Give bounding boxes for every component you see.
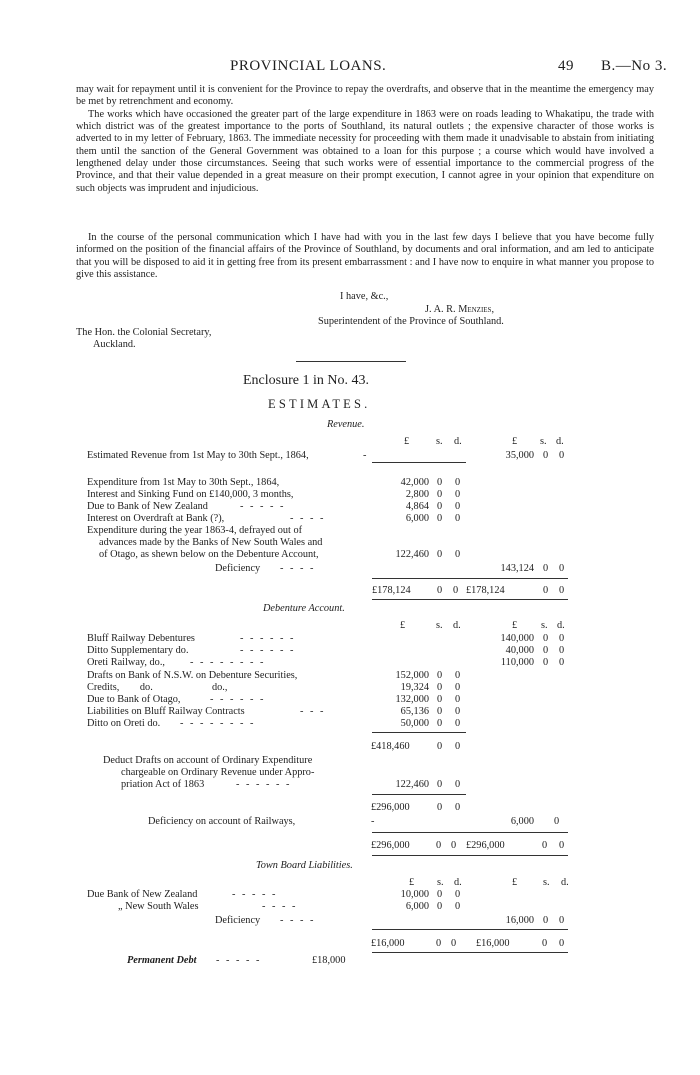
subtotal-amount: £418,460 (371, 741, 410, 752)
debenture-amount: 140,000 (500, 633, 534, 644)
signatory: J. A. R. Menzies, (425, 304, 495, 315)
revenue-label: Estimated Revenue from 1st May to 30th Sept., 1864, (87, 450, 309, 461)
draft-s: 0 (437, 706, 443, 717)
expenditure-multi-line-1: Expenditure during the year 1863-4, defrayed out of (87, 525, 303, 536)
expenditure-amount: 4,864 (405, 501, 429, 512)
net-s: 0 (437, 802, 443, 813)
leader: - - - - - (216, 955, 262, 966)
draft-label: Due to Bank of Otago, (87, 694, 181, 705)
col-s: s. (437, 877, 444, 888)
deficiency-s: 0 (543, 915, 549, 926)
deficiency-label: Deficiency (215, 563, 261, 574)
expenditure-amount: 122,460 (395, 549, 429, 560)
total-left-d: 0 (451, 938, 457, 949)
leader: - - - - - - (210, 694, 266, 705)
leader: - - - - - (232, 889, 278, 900)
divider (372, 855, 568, 856)
draft-s: 0 (437, 718, 443, 729)
expenditure-amount: 2,800 (405, 489, 429, 500)
divider (296, 361, 406, 362)
paragraph-2: The works which have occasioned the greater part of the large expenditure in 1863 were on roads leading to Whakatipu, the trade with which district was of the greatest importance to the ports of Southland, its natural outlets ; the expensive character of those works is adverted to in my letter of February, 1863. The immediate necessity for proceeding with them made it unadvisable to abstain from initiating them until the sanction of the General Government was obtained to a loan for this purpose ; a course which would have involved a lengthened delay under those circumstances. Seeing that such works were of essential importance to the commercial progress of the Province, and that their value depended in a great measure on their prompt execution, I cannot agree in your opinion that expenditure on such objects was imprudent and injudicious. (76, 108, 654, 194)
col-d: d. (454, 877, 462, 888)
col-d: d. (561, 877, 569, 888)
deduct-line-1: Deduct Drafts on account of Ordinary Expenditure (103, 755, 313, 766)
leader: - - - - (262, 901, 298, 912)
draft-s: 0 (437, 670, 443, 681)
total-left-s: 0 (436, 938, 442, 949)
leader: - (363, 450, 367, 461)
town-s: 0 (437, 901, 443, 912)
debenture-s: 0 (543, 633, 549, 644)
divider (372, 578, 568, 579)
total-right: £16,000 (476, 938, 510, 949)
expenditure-d: 0 (455, 477, 461, 488)
expenditure-s: 0 (437, 501, 443, 512)
town-label: „ New South Wales (118, 901, 199, 912)
railway-deficiency-s: 0 (554, 816, 560, 827)
total-left-s: 0 (436, 840, 442, 851)
page-number: 49 (558, 58, 574, 74)
town-amount: 6,000 (405, 901, 429, 912)
debenture-label: Ditto Supplementary do. (87, 645, 189, 656)
deficiency-amount: 143,124 (500, 563, 534, 574)
draft-label: Ditto on Oreti do. (87, 718, 161, 729)
debenture-amount: 110,000 (500, 657, 534, 668)
total-right: £296,000 (466, 840, 505, 851)
debenture-d: 0 (559, 657, 565, 668)
expenditure-multi-line-2: advances made by the Banks of New South Wales and (99, 537, 323, 548)
divider (372, 952, 568, 953)
total-right-d: 0 (559, 938, 565, 949)
net-d: 0 (455, 802, 461, 813)
deduct-amount: 122,460 (395, 779, 429, 790)
col-s: s. (541, 620, 548, 631)
debenture-amount: 40,000 (505, 645, 534, 656)
draft-amount: 132,000 (395, 694, 429, 705)
expenditure-label: Expenditure from 1st May to 30th Sept., 1864, (87, 477, 280, 488)
deduct-line-3: priation Act of 1863 (121, 779, 205, 790)
leader: - - - - - (240, 501, 286, 512)
revenue-heading: Revenue. (327, 419, 365, 430)
deduct-s: 0 (437, 779, 443, 790)
col-s: s. (436, 436, 443, 447)
debenture-d: 0 (559, 645, 565, 656)
net-amount: £296,000 (371, 802, 410, 813)
page-title: PROVINCIAL LOANS. (230, 58, 387, 74)
total-left: £296,000 (371, 840, 410, 851)
divider (372, 794, 466, 795)
total-left-s: 0 (437, 585, 443, 596)
divider (372, 462, 466, 463)
subtotal-d: 0 (455, 741, 461, 752)
leader: - - - (300, 706, 326, 717)
col-d: d. (557, 620, 565, 631)
total-right-s: 0 (542, 938, 548, 949)
draft-d: 0 (455, 706, 461, 717)
deduct-d: 0 (455, 779, 461, 790)
expenditure-s: 0 (437, 489, 443, 500)
total-left: £16,000 (371, 938, 405, 949)
total-left-d: 0 (451, 840, 457, 851)
town-d: 0 (455, 901, 461, 912)
draft-d: 0 (455, 718, 461, 729)
expenditure-label: Interest and Sinking Fund on £140,000, 3 months, (87, 489, 294, 500)
town-s: 0 (437, 889, 443, 900)
total-right-d: 0 (559, 840, 565, 851)
leader: - - - - - - - - (190, 657, 266, 668)
permanent-debt-amount: £18,000 (312, 955, 346, 966)
col-d: d. (453, 620, 461, 631)
expenditure-s: 0 (437, 513, 443, 524)
deficiency-label: Deficiency (215, 915, 261, 926)
col-pound: £ (404, 436, 410, 447)
paper-reference: B.—No 3. (601, 58, 668, 74)
paragraph-1: may wait for repayment until it is convenient for the Province to repay the overdrafts, and observe that in the meantime the emergency may be met by retrenchment and economy. (76, 84, 654, 108)
draft-amount: 152,000 (395, 670, 429, 681)
debenture-d: 0 (559, 633, 565, 644)
total-right-s: 0 (543, 585, 549, 596)
divider (372, 832, 568, 833)
total-right-d: 0 (559, 585, 565, 596)
estimates-heading: ESTIMATES. (268, 397, 371, 411)
debenture-s: 0 (543, 657, 549, 668)
addressee-place: Auckland. (93, 339, 136, 350)
leader: - - - - (280, 915, 316, 926)
signatory-title: Superintendent of the Province of Southland. (318, 316, 504, 327)
town-amount: 10,000 (400, 889, 429, 900)
col-s: s. (543, 877, 550, 888)
debenture-label: Oreti Railway, do., (87, 657, 165, 668)
debenture-label: Bluff Railway Debentures (87, 633, 195, 644)
col-d: d. (454, 436, 462, 447)
deficiency-d: 0 (559, 915, 565, 926)
expenditure-label: Interest on Overdraft at Bank (?), (87, 513, 225, 524)
leader: - - - - - - (236, 779, 292, 790)
expenditure-d: 0 (455, 513, 461, 524)
debenture-s: 0 (543, 645, 549, 656)
paragraph-3: In the course of the personal communication which I have had with you in the last few days I believe that you have become fully informed on the position of the financial affairs of the Province of Southland, by documents and oral information, and am led to anticipate that you will be disposed to aid it in getting free from its present embarrassment : and I have now to enquire in what manner you propose to give this assistance. (76, 232, 654, 281)
draft-d: 0 (455, 670, 461, 681)
leader: - - - - - - (240, 645, 296, 656)
permanent-debt-label: Permanent Debt (127, 955, 197, 966)
col-pound: £ (512, 877, 518, 888)
expenditure-d: 0 (455, 501, 461, 512)
leader: - (371, 816, 375, 827)
divider (372, 732, 466, 733)
revenue-s: 0 (543, 450, 549, 461)
divider (372, 599, 568, 600)
draft-d: 0 (455, 682, 461, 693)
leader: - - - - - - (240, 633, 296, 644)
town-label: Due Bank of New Zealand (87, 889, 198, 900)
expenditure-s: 0 (437, 477, 443, 488)
total-left-d: 0 (453, 585, 459, 596)
total-left: £178,124 (372, 585, 411, 596)
total-right-s: 0 (542, 840, 548, 851)
town-d: 0 (455, 889, 461, 900)
expenditure-label: Due to Bank of New Zealand (87, 501, 208, 512)
draft-label: Drafts on Bank of N.S.W. on Debenture Securities, (87, 670, 298, 681)
deficiency-s: 0 (543, 563, 549, 574)
draft-label: Credits, do. do., (87, 682, 228, 693)
draft-amount: 50,000 (400, 718, 429, 729)
leader: - - - - (280, 563, 316, 574)
enclosure-heading: Enclosure 1 in No. 43. (243, 373, 369, 388)
divider (372, 929, 568, 930)
revenue-amount: 35,000 (505, 450, 534, 461)
col-pound: £ (512, 620, 518, 631)
col-d: d. (556, 436, 564, 447)
deficiency-d: 0 (559, 563, 565, 574)
expenditure-s: 0 (437, 549, 443, 560)
debenture-heading: Debenture Account. (263, 603, 345, 614)
draft-amount: 65,136 (400, 706, 429, 717)
expenditure-multi-line-3: of Otago, as shewn below on the Debenture Account, (99, 549, 319, 560)
deficiency-amount: 16,000 (505, 915, 534, 926)
total-right: £178,124 (466, 585, 505, 596)
draft-d: 0 (455, 694, 461, 705)
expenditure-d: 0 (455, 489, 461, 500)
col-s: s. (436, 620, 443, 631)
revenue-d: 0 (559, 450, 565, 461)
deduct-line-2: chargeable on Ordinary Revenue under Appro- (121, 767, 315, 778)
draft-amount: 19,324 (400, 682, 429, 693)
draft-label: Liabilities on Bluff Railway Contracts (87, 706, 245, 717)
expenditure-amount: 6,000 (405, 513, 429, 524)
addressee: The Hon. the Colonial Secretary, (76, 327, 212, 338)
town-board-heading: Town Board Liabilities. (256, 860, 353, 871)
col-pound: £ (512, 436, 518, 447)
railway-deficiency-label: Deficiency on account of Railways, (148, 816, 296, 827)
railway-deficiency-amount: 6,000 (510, 816, 534, 827)
col-pound: £ (400, 620, 406, 631)
expenditure-d: 0 (455, 549, 461, 560)
draft-s: 0 (437, 694, 443, 705)
subtotal-s: 0 (437, 741, 443, 752)
expenditure-amount: 42,000 (400, 477, 429, 488)
leader: - - - - (290, 513, 326, 524)
closing: I have, &c., (340, 291, 389, 302)
col-s: s. (540, 436, 547, 447)
draft-s: 0 (437, 682, 443, 693)
leader: - - - - - - - - (180, 718, 256, 729)
col-pound: £ (409, 877, 415, 888)
